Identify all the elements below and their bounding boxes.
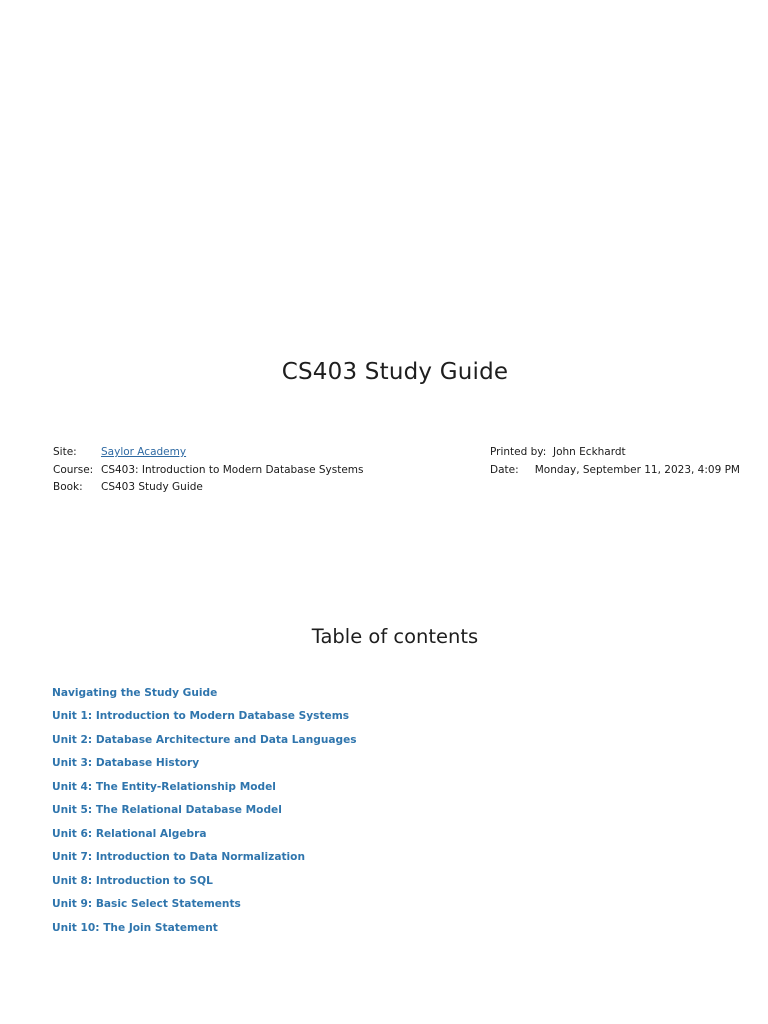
toc-item-unit-5[interactable]: Unit 5: The Relational Database Model [52, 804, 282, 817]
date-label: Date: [490, 463, 519, 476]
toc-item-unit-1[interactable]: Unit 1: Introduction to Modern Database Systems [52, 710, 350, 723]
toc-item-unit-3[interactable]: Unit 3: Database History [52, 757, 200, 770]
site-link[interactable]: Saylor Academy [101, 446, 187, 458]
document-title: CS403 Study Guide [281, 359, 509, 385]
book-info-left [53, 444, 364, 497]
toc-item-unit-6[interactable]: Unit 6: Relational Algebra [52, 827, 207, 840]
site-label: Site: [53, 446, 77, 458]
date-row [490, 462, 740, 480]
course-row [53, 462, 364, 480]
book-label: Book: [53, 481, 83, 494]
printed-by-value: John Eckhardt [553, 446, 626, 458]
book-info-right [490, 444, 740, 479]
site-row [53, 444, 364, 462]
course-value: CS403: Introduction to Modern Database Systems [101, 463, 364, 476]
toc-item-unit-4[interactable]: Unit 4: The Entity-Relationship Model [52, 780, 276, 793]
printed-by-row [490, 444, 740, 462]
course-label: Course: [53, 463, 94, 476]
book-value: CS403 Study Guide [101, 481, 203, 494]
toc-item-navigating[interactable]: Navigating the Study Guide [52, 687, 218, 699]
toc-item-unit-9[interactable]: Unit 9: Basic Select Statements [52, 898, 241, 911]
toc-heading: Table of contents [311, 625, 479, 648]
toc-item-unit-7[interactable]: Unit 7: Introduction to Data Normalization [52, 851, 306, 864]
toc-item-unit-10[interactable]: Unit 10: The Join Statement [52, 921, 218, 934]
toc-item-unit-2[interactable]: Unit 2: Database Architecture and Data Languages [52, 733, 357, 746]
book-row [53, 479, 364, 497]
toc-item-unit-8[interactable]: Unit 8: Introduction to SQL [52, 874, 213, 887]
date-value: Monday, September 11, 2023, 4:09 PM [534, 463, 740, 476]
printed-by-label: Printed by: [490, 446, 547, 458]
toc-list [52, 682, 357, 940]
